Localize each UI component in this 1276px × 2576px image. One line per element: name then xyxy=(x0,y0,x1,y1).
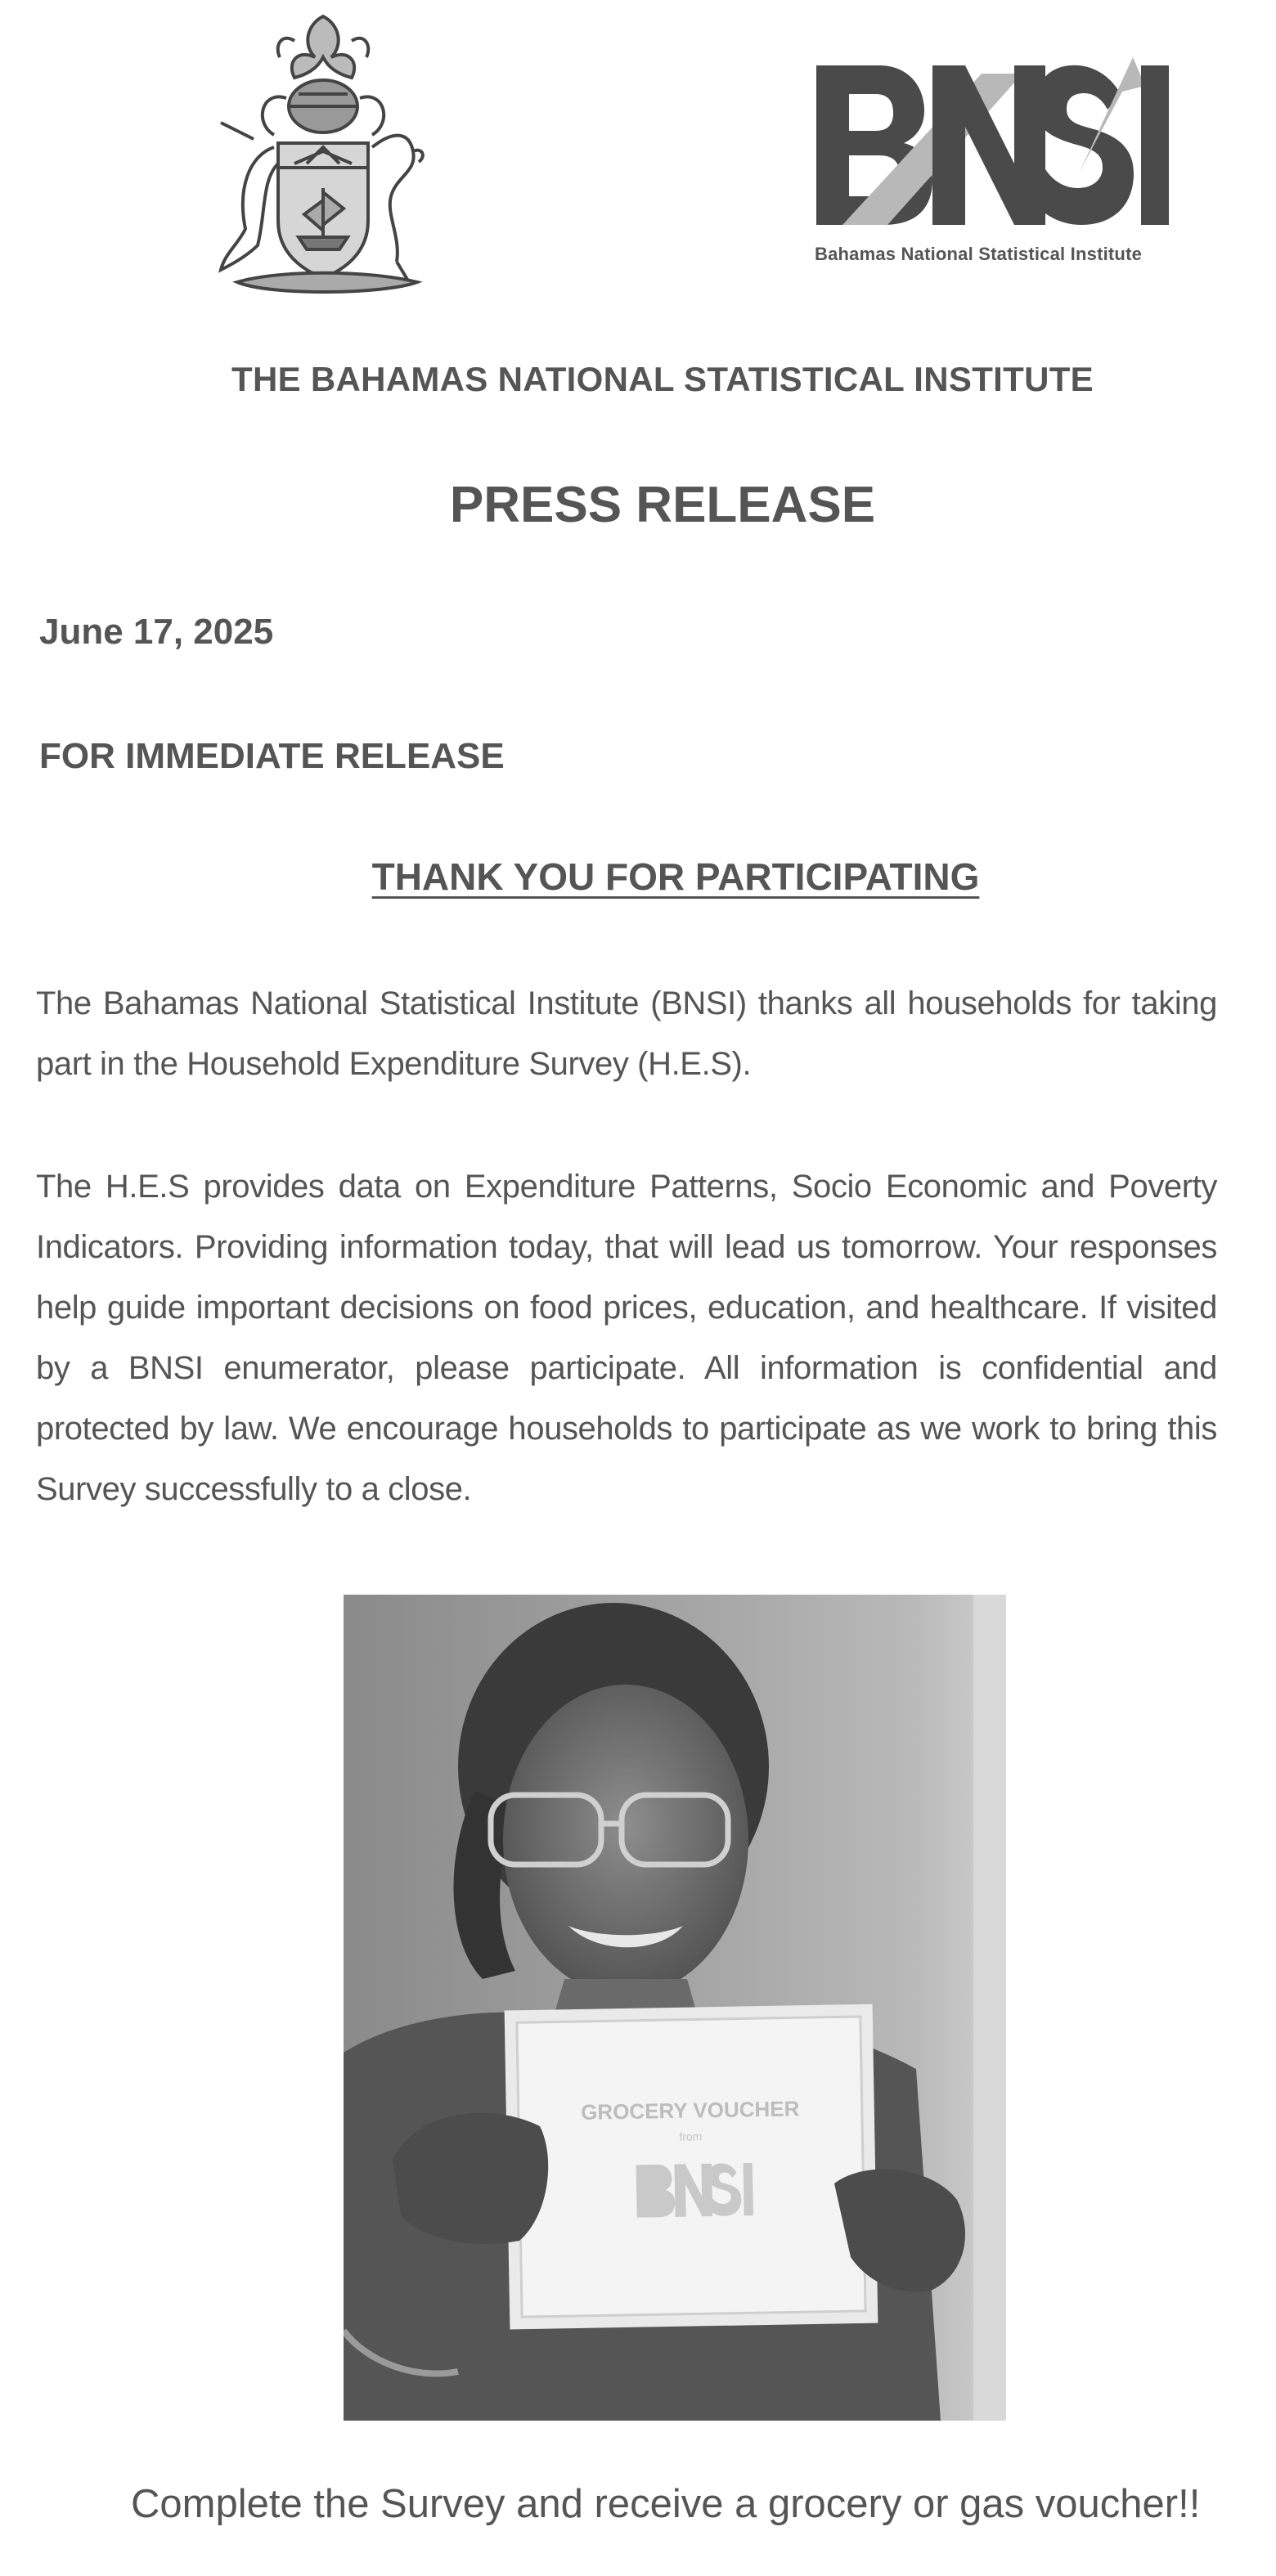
voucher-photo xyxy=(344,1595,1006,2421)
coat-of-arms-icon xyxy=(204,0,442,303)
voucher-caption: Complete the Survey and receive a grocery or gas voucher!! xyxy=(131,2482,1201,2526)
bnsi-logo-icon xyxy=(810,49,1170,237)
paragraph-intro: The Bahamas National Statistical Institute (BNSI) thanks all households for taking part in the Household Expenditure Survey (H.E.S). xyxy=(36,985,1217,1082)
bnsi-logo xyxy=(810,49,1170,286)
voucher-title: GROCERY VOUCHER xyxy=(580,2096,800,2125)
paragraph-details: The H.E.S provides data on Expenditure Patterns, Socio Economic and Poverty Indicators. Providing information today, that will lead us tomorrow. Your responses help guide important decisions on food prices, education, and healthcare. If visited by a BNSI enumerator, please participate. All information is confidential and protected by law. We encourage households to participate as we work to bring this Survey successfully to a close. xyxy=(36,1169,1217,1507)
institute-name: THE BAHAMAS NATIONAL STATISTICAL INSTITUTE xyxy=(231,360,1094,398)
release-date: June 17, 2025 xyxy=(39,612,274,652)
voucher-from: from xyxy=(679,2129,703,2143)
headline: THANK YOU FOR PARTICIPATING xyxy=(371,855,980,898)
release-type: FOR IMMEDIATE RELEASE xyxy=(39,736,505,776)
document-title: PRESS RELEASE xyxy=(449,477,876,533)
logo-tagline: Bahamas National Statistical Institute xyxy=(815,244,1143,264)
